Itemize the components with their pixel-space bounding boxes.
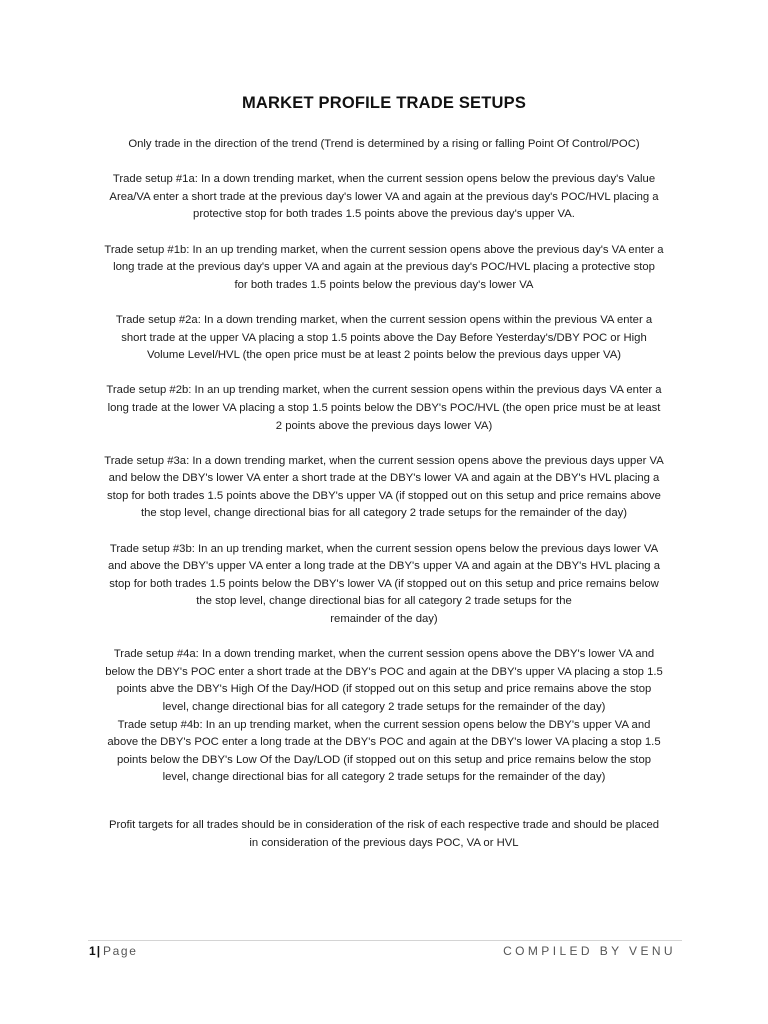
setup-4a-line: level, change directional bias for all category 2 trade setups for the remainder of the day) xyxy=(162,701,606,713)
setup-2a-line: Volume Level/HVL (the open price must be at least 2 points below the previous days upper VA) xyxy=(146,349,622,362)
setup-3a-line: Trade setup #3a: In a down trending market, when the current session opens above the previous days upper VA xyxy=(104,454,664,467)
setup-1a-line: protective stop for both trades 1.5 points above the previous day's upper VA. xyxy=(193,208,575,221)
setup-2b-paragraph xyxy=(86,382,682,435)
setup-3a-line: and below the DBY's lower VA enter a short trade at the DBY's lower VA and again at the DBY's HVL placing a xyxy=(108,472,660,485)
setup-3b-paragraph xyxy=(86,541,682,629)
setup-1b-line: long trade at the previous day's upper VA and again at the previous day's POC/HVL placing a protective stop xyxy=(113,261,655,274)
setup-3b-line: remainder of the day) xyxy=(330,613,438,626)
setup-3b-line: and above the DBY's upper VA enter a long trade at the DBY's upper VA and again at the DBY's HVL placing a xyxy=(107,560,660,573)
setup-4a-line: points abve the DBY's High Of the Day/HOD (if stopped out on this setup and price remains above the stop xyxy=(116,683,652,696)
setup-1b-line: for both trades 1.5 points below the previous day's lower VA xyxy=(234,278,534,291)
setup-2a-line: Trade setup #2a: In a down trending market, when the current session opens within the previous VA enter a xyxy=(115,313,653,326)
setup-1a-line: Trade setup #1a: In a down trending market, when the current session opens below the previous day's Value xyxy=(112,173,656,186)
setup-4b-line: level, change directional bias for all category 2 trade setups for the remainder of the day) xyxy=(162,771,606,784)
setup-4b-line: above the DBY's POC enter a long trade at the DBY's POC and again at the DBY's lower VA placing a stop 1.5 xyxy=(107,736,661,749)
setup-4-paragraph xyxy=(86,646,682,787)
setup-4a-line: Trade setup #4a: In a down trending market, when the current session opens above the DBY's lower VA and xyxy=(113,648,655,661)
page-label: Page xyxy=(103,944,138,958)
setup-1a-line: Area/VA enter a short trade at the previous day's lower VA and again at the previous day's POC/HVL placing a xyxy=(109,190,659,203)
setup-3a-line: stop for both trades 1.5 points above the DBY's upper VA (if stopped out on this setup and price remains above xyxy=(107,489,661,502)
setup-4b-line: Trade setup #4b: In an up trending market, when the current session opens below the DBY's upper VA and xyxy=(117,718,651,731)
profit-targets-paragraph xyxy=(86,817,682,852)
page-number-footer xyxy=(89,944,137,958)
compiled-by-footer: COMPILED BY VENU xyxy=(503,944,676,958)
setup-4a-line: below the DBY's POC enter a short trade at the DBY's POC and again at the DBY's upper VA placing a stop 1.5 xyxy=(105,665,663,678)
setup-3b-line: Trade setup #3b: In an up trending market, when the current session opens below the previous days lower VA xyxy=(109,542,659,555)
profit-targets-line: in consideration of the previous days POC, VA or HVL xyxy=(249,836,519,849)
document-body xyxy=(86,136,682,852)
setup-1b-paragraph xyxy=(86,242,682,295)
setup-2b-line: long trade at the lower VA placing a stop 1.5 points below the DBY's POC/HVL (the open price must be at least xyxy=(107,401,661,414)
document-title: MARKET PROFILE TRADE SETUPS xyxy=(241,94,527,112)
setup-3a-line: the stop level, change directional bias for all category 2 trade setups for the remainder of the day) xyxy=(140,507,628,520)
setup-3b-line: the stop level, change directional bias for all category 2 trade setups for the xyxy=(196,595,572,608)
page-number: 1 xyxy=(89,944,96,958)
setup-1b-line: Trade setup #1b: In an up trending market, when the current session opens above the previous day's VA enter a xyxy=(104,243,664,256)
setup-3a-paragraph xyxy=(86,453,682,523)
setup-2b-line: Trade setup #2b: In an up trending market, when the current session opens within the previous days VA enter a xyxy=(106,384,662,397)
setup-2b-line: 2 points above the previous days lower VA) xyxy=(275,419,493,432)
setup-3b-line: stop for both trades 1.5 points below the DBY's lower VA (if stopped out on this setup and price remains below xyxy=(109,577,659,590)
setup-2a-paragraph xyxy=(86,312,682,365)
footer-separator: | xyxy=(96,944,101,958)
profit-targets-line: Profit targets for all trades should be in consideration of the risk of each respective trade and should be placed xyxy=(108,818,660,831)
setup-4b-line: points below the DBY's Low Of the Day/LOD (if stopped out on this setup and price remains below the stop xyxy=(116,753,652,766)
intro-paragraph: Only trade in the direction of the trend (Trend is determined by a rising or falling Point Of Control/POC) xyxy=(128,138,640,150)
footer-divider xyxy=(88,940,682,941)
setup-2a-line: short trade at the upper VA placing a stop 1.5 points above the Day Before Yesterday's/DBY POC or High xyxy=(121,331,647,344)
setup-1a-paragraph xyxy=(86,171,682,224)
